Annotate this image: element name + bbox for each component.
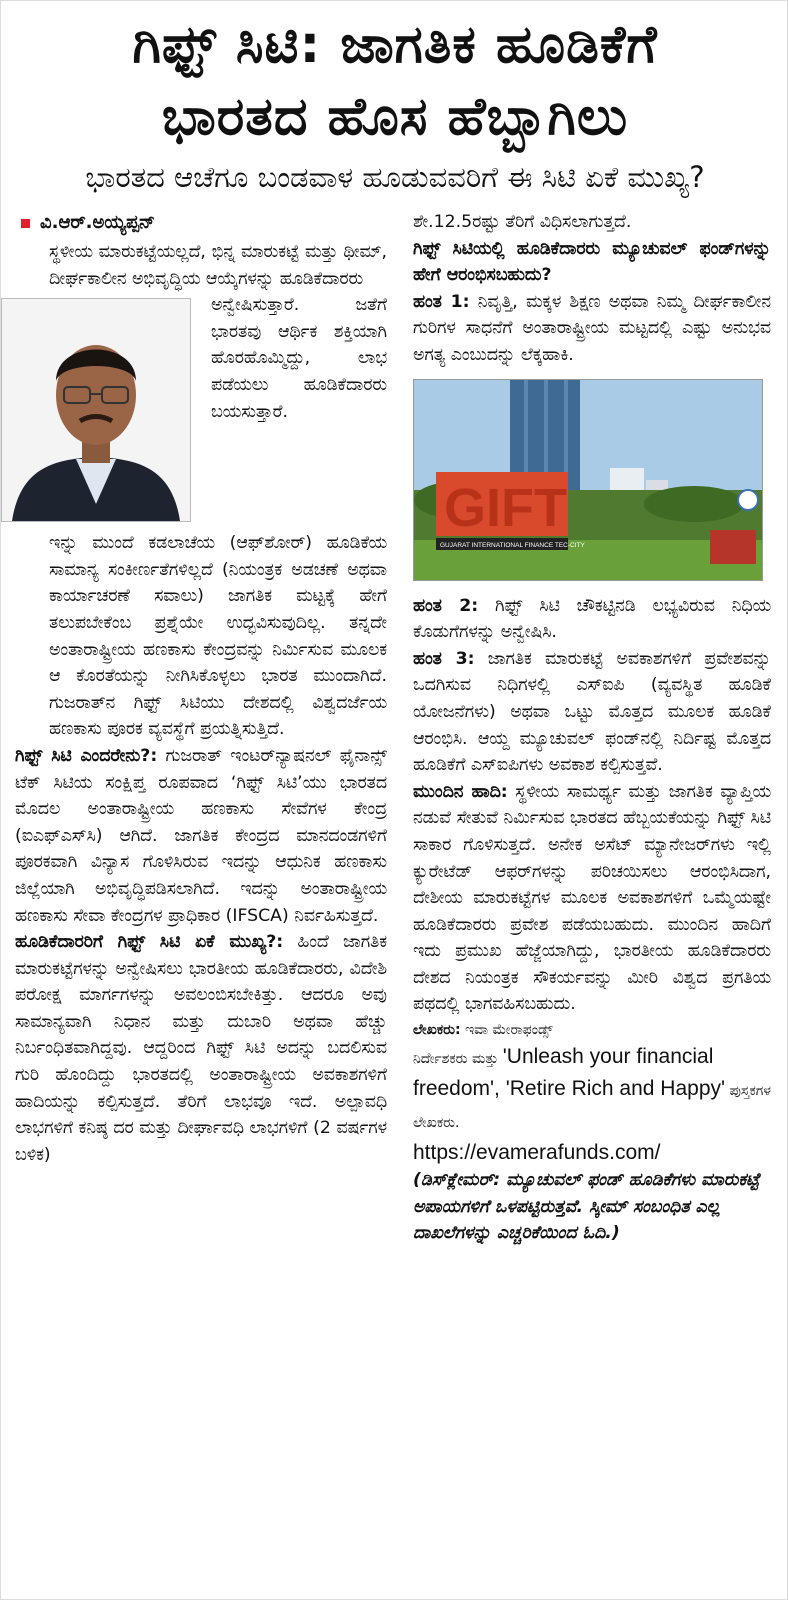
- step-1-label: ಹಂತ 1:: [413, 291, 470, 312]
- paragraph-intro: ಸ್ಥಳೀಯ ಮಾರುಕಟ್ಟೆಯಲ್ಲದೆ, ಭಿನ್ನ ಮಾರುಕಟ್ಟೆ ಮತ್ತು ಥೀಮ್, ದೀರ್ಘಕಾಲೀನ ಅಭಿವೃದ್ಧಿಯ ಆಯ್ಕೆಗಳನ್ನು ಹೂಡಿಕೆದಾರರು: [49, 242, 387, 289]
- right-column: [413, 209, 771, 1247]
- step-2-text: ಗಿಫ್ಟ್ ಸಿಟಿ ಚೌಕಟ್ಟಿನಡಿ ಲಭ್ಯವಿರುವ ನಿಧಿಯ ಕೊಡುಗೆಗಳನ್ನು ಅನ್ವೇಷಿಸಿ.: [413, 595, 771, 643]
- headline-line-2: ಭಾರತದ ಹೊಸ ಹೆಬ್ಬಾಗಿಲು: [161, 87, 629, 147]
- byline: [15, 209, 387, 237]
- step-3-text: ಜಾಗತಿಕ ಮಾರುಕಟ್ಟೆ ಅವಕಾಶಗಳಿಗೆ ಪ್ರವೇಶವನ್ನು ಒದಗಿಸುವ ನಿಧಿಗಳಲ್ಲಿ ಎಸ್‌ಐಪಿ (ವ್ಯವಸ್ಥಿತ ಹೂಡಿಕೆ ಯೋಜನೆಗಳು) ಅಥವಾ ಒಟ್ಟು ಮೊತ್ತದ ಮೂಲಕ ಹೂಡಿಕೆ ಆರಂಭಿಸಿ. ಆಯ್ದ ಮ್ಯೂಚುವಲ್ ಫಂಡ್‌ನಲ್ಲಿ ನಿರ್ದಿಷ್ಟ ಮೊತ್ತದ ಹೂಡಿಕೆಗೆ ಎಸ್‌ಐಪಿಗಳು ಅವಕಾಶ ಕಲ್ಪಿಸುತ್ತವೆ.: [413, 648, 771, 776]
- step-1: [413, 289, 771, 369]
- subheading: ಭಾರತದ ಆಚೆಗೂ ಬಂಡವಾಳ ಹೂಡುವವರಿಗೆ ಈ ಸಿಟಿ ಏಕೆ ಮುಖ್ಯ?: [85, 160, 705, 194]
- way-forward-text: ಸ್ಥಳೀಯ ಸಾಮರ್ಥ್ಯ ಮತ್ತು ಜಾಗತಿಕ ವ್ಯಾಪ್ತಿಯ ನಡುವೆ ಸೇತುವೆ ನಿರ್ಮಿಸುವ ಭಾರತದ ಹೆಬ್ಬಯಕೆಯನ್ನು ಗಿಫ್ಟ್ ಸಿಟಿ ಸಾಕಾರ ಗೊಳಿಸುತ್ತದೆ. ಅನೇಕ ಅಸೆಟ್ ಮ್ಯಾನೇಜರ್‌ಗಳು ಇಲ್ಲಿ ಕ್ಯುರೇಟೆಡ್ ಆಫರ್‌ಗಳನ್ನು ಪರಿಚಯಿಸಲು ಆರಂಭಿಸಿದಾಗ, ದೇಶೀಯ ಮಾರುಕಟ್ಟೆಗಳ ಮೂಲಕ ಅವಕಾಶಗಳಿಗೆ ಒಮ್ಮೆಯಷ್ಟೇ ಹೂಡಿಕೆದಾರರು ಪ್ರವೇಶ ಪಡೆಯಬಹುದು. ಮುಂದಿನ ಹಾದಿಗೆ ಇದು ಪ್ರಮುಖ ಹೆಜ್ಜೆಯಾಗಿದ್ದು, ಭಾರತೀಯ ಹೂಡಿಕೆದಾರರು ದೇಶದ ನಿಯಂತ್ರಕ ಸೌಕರ್ಯವನ್ನು ಮೀರಿ ವಿಶ್ವದ ಪ್ರಗತಿಯ ಪಥದಲ್ಲಿ ಭಾಗವಹಿಸಬಹುದು.: [413, 781, 771, 1015]
- paragraph-way-forward: [413, 779, 771, 1018]
- paragraph-intro-cont: ಅನ್ವೇಷಿಸುತ್ತಾರೆ. ಜತೆಗೆ ಭಾರತವು ಆರ್ಥಿಕ ಶಕ್ತಿಯಾಗಿ ಹೊರಹೊಮ್ಮಿದ್ದು, ಲಾಭ ಪಡೆಯಲು ಹೂಡಿಕೆದಾರರು ಬಯಸುತ್ತಾರೆ.: [211, 295, 387, 422]
- red-square-bullet-icon: [21, 219, 30, 228]
- gift-city-photo: [413, 379, 763, 581]
- way-forward-label: ಮುಂದಿನ ಹಾದಿ:: [413, 781, 508, 802]
- gift-city-image: [414, 380, 762, 580]
- author-organisation: ಇವಾ ಮೇರಾಫಂಡ್ಸ್: [460, 1022, 553, 1039]
- website-url[interactable]: https://evamerafunds.com/: [413, 1141, 661, 1165]
- author-credit: [413, 1018, 771, 1042]
- step-3-label: ಹಂತ 3:: [413, 648, 475, 669]
- step-2-label: ಹಂತ 2:: [413, 595, 479, 616]
- question-why-important: ಹೂಡಿಕೆದಾರರಿಗೆ ಗಿಫ್ಟ್ ಸಿಟಿ ಏಕೆ ಮುಖ್ಯ?:: [15, 932, 284, 953]
- author-portrait-image: [2, 299, 190, 521]
- gift-sign-caption: GUJARAT INTERNATIONAL FINANCE TEC-CITY: [440, 541, 585, 549]
- books-suffix: ಪುಸ್ತಕಗಳ ಲೇಖಕರು.: [413, 1083, 771, 1132]
- author-books: [413, 1042, 771, 1138]
- paragraph-what-is-gift: [15, 743, 387, 929]
- question-how-to-start: ಗಿಫ್ಟ್ ಸಿಟಿಯಲ್ಲಿ ಹೂಡಿಕೆದಾರರು ಮ್ಯೂಚುವಲ್ ಫಂಡ್‌ಗಳನ್ನು ಹೇಗೆ ಆರಂಭಿಸಬಹುದು?: [413, 238, 771, 286]
- gift-sign-text: GIFT: [444, 477, 567, 538]
- author-credit-label: ಲೇಖಕರು:: [413, 1022, 461, 1039]
- book-titles: 'Unleash your financial freedom', 'Retire Rich and Happy': [413, 1045, 726, 1101]
- left-column: [15, 209, 387, 1168]
- step-3: [413, 646, 771, 779]
- headline-line-1: ಗಿಫ್ಟ್ ಸಿಟಿ: ಜಾಗತಿಕ ಹೂಡಿಕೆಗೆ: [132, 15, 658, 75]
- paragraph-offshore: ಇನ್ನು ಮುಂದೆ ಕಡಲಾಚೆಯ (ಆಫ್‌ಶೋರ್) ಹೂಡಿಕೆಯ ಸಾಮಾನ್ಯ ಸಂಕೀರ್ಣತೆಗಳಿಲ್ಲದೆ (ನಿಯಂತ್ರಕ ಅಡಚಣೆ ಅಥವಾ ಕಾರ್ಯಾಚರಣೆ ಸವಾಲು) ಜಾಗತಿಕ ಮಟ್ಟಕ್ಕೆ ಹೇಗೆ ತಲುಪಬೇಕೆಂಬ ಪ್ರಶ್ನೆಯೇ ಉದ್ಭವಿಸುವುದಿಲ್ಲ. ತನ್ನದೇ ಅಂತಾರಾಷ್ಟ್ರೀಯ ಹಣಕಾಸು ಕೇಂದ್ರವನ್ನು ನಿರ್ಮಿಸುವ ಮೂಲಕ ಆ ಕೊರತೆಯನ್ನು ನೀಗಿಸಿಕೊಳ್ಳಲು ಭಾರತ ಮುಂದಾಗಿದೆ. ಗುಜರಾತ್‌ನ ಗಿಫ್ಟ್ ಸಿಟಿಯು ದೇಶದಲ್ಲಿ ವಿಶ್ವದರ್ಜೆಯ ಹಣಕಾಸು ಪೂರಕ ವ್ಯವಸ್ಥೆಗೆ ಪ್ರಯತ್ನಿಸುತ್ತಿದೆ.: [49, 533, 387, 740]
- paragraph-why-important: [15, 929, 387, 1168]
- author-name: ವಿ.ಆರ್.ಅಯ್ಯಪ್ಪನ್: [40, 212, 155, 233]
- disclaimer: (ಡಿಸ್‌ಕ್ಲೇಮರ್: ಮ್ಯೂಚುವಲ್ ಫಂಡ್ ಹೂಡಿಕೆಗಳು ಮಾರುಕಟ್ಟೆ ಅಪಾಯಗಳಿಗೆ ಒಳಪಟ್ಟಿರುತ್ತವೆ. ಸ್ಕೀಮ್ ಸಂಬಂಧಿತ ಎಲ್ಲ ದಾಖಲೆಗಳನ್ನು ಎಚ್ಚರಿಕೆಯಿಂದ ಓದಿ.): [413, 1170, 760, 1244]
- question-what-is-gift: ಗಿಫ್ಟ್ ಸಿಟಿ ಎಂದರೇನು?:: [15, 745, 158, 766]
- author-role: ನಿರ್ದೇಶಕರು ಮತ್ತು: [413, 1051, 503, 1068]
- author-photo: [1, 298, 191, 522]
- answer-what-is-gift: ಗುಜರಾತ್ ಇಂಟರ್‌ನ್ಯಾಷನಲ್ ಫೈನಾನ್ಸ್ ಟೆಕ್ ಸಿಟಿಯ ಸಂಕ್ಷಿಪ್ತ ರೂಪವಾದ ‘ಗಿಫ್ಟ್ ಸಿಟಿ’ಯು ಭಾರತದ ಮೊದಲ ಅಂತಾರಾಷ್ಟ್ರೀಯ ಹಣಕಾಸು ಸೇವೆಗಳ ಕೇಂದ್ರ (ಐಎಫ್‌ಎಸ್‌ಸಿ) ಆಗಿದೆ. ಜಾಗತಿಕ ಕೇಂದ್ರದ ಮಾನದಂಡಗಳಿಗೆ ಪೂರಕವಾಗಿ ವಿನ್ಯಾಸ ಗೊಳಿಸಿರುವ ಇದನ್ನು ಆಧುನಿಕ ಹಣಕಾಸು ಜಿಲ್ಲೆಯಾಗಿ ಅಭಿವೃದ್ಧಿಪಡಿಸಲಾಗಿದೆ. ಇದನ್ನು ಅಂತಾರಾಷ್ಟ್ರೀಯ ಹಣಕಾಸು ಸೇವಾ ಕೇಂದ್ರಗಳ ಪ್ರಾಧಿಕಾರ (IFSCA) ನಿರ್ವಹಿಸುತ್ತದೆ.: [15, 745, 387, 926]
- answer-why-important: ಹಿಂದೆ ಜಾಗತಿಕ ಮಾರುಕಟ್ಟೆಗಳನ್ನು ಅನ್ವೇಷಿಸಲು ಭಾರತೀಯ ಹೂಡಿಕೆದಾರರು, ವಿದೇಶಿ ಪರೋಕ್ಷ ಮಾರ್ಗಗಳನ್ನು ಅವಲಂಬಿಸಬೇಕಿತ್ತು. ಆದರೂ ಅವು ಸಾಮಾನ್ಯವಾಗಿ ನಿಧಾನ ಮತ್ತು ದುಬಾರಿ ಅಥವಾ ಹೆಚ್ಚು ನಿರ್ಬಂಧಿತವಾಗಿದ್ದವು. ಆದ್ದರಿಂದ ಗಿಫ್ಟ್ ಸಿಟಿ ಅದನ್ನು ಬದಲಿಸುವ ಗುರಿ ಹೊಂದಿದ್ದು ಭಾರತದಲ್ಲಿ ಅಂತಾರಾಷ್ಟ್ರೀಯ ಅವಕಾಶಗಳಿಗೆ ಹಾದಿಯನ್ನು ಕಲ್ಪಿಸುತ್ತದೆ. ತೆರಿಗೆ ಲಾಭವೂ ಇದೆ. ಅಲ್ಪಾವಧಿ ಲಾಭಗಳಿಗೆ ಕನಿಷ್ಠ ದರ ಮತ್ತು ದೀರ್ಘಾವಧಿ ಲಾಭಗಳಿಗೆ (2 ವರ್ಷಗಳ ಬಳಿಕ): [15, 932, 387, 1165]
- step-1-text: ನಿವೃತ್ತಿ, ಮಕ್ಕಳ ಶಿಕ್ಷಣ ಅಥವಾ ನಿಮ್ಮ ದೀರ್ಘಕಾಲೀನ ಗುರಿಗಳ ಸಾಧನೆಗೆ ಅಂತಾರಾಷ್ಟ್ರೀಯ ಮಟ್ಟದಲ್ಲಿ ಎಷ್ಟು ಅನುಭವ ಅಗತ್ಯ ಎಂಬುದನ್ನು ಲೆಕ್ಕಹಾಕಿ.: [413, 291, 772, 365]
- step-2: [413, 593, 771, 646]
- paragraph-tax-rate: ಶೇ.12.5ರಷ್ಟು ತೆರಿಗೆ ವಿಧಿಸಲಾಗುತ್ತದೆ.: [413, 212, 632, 232]
